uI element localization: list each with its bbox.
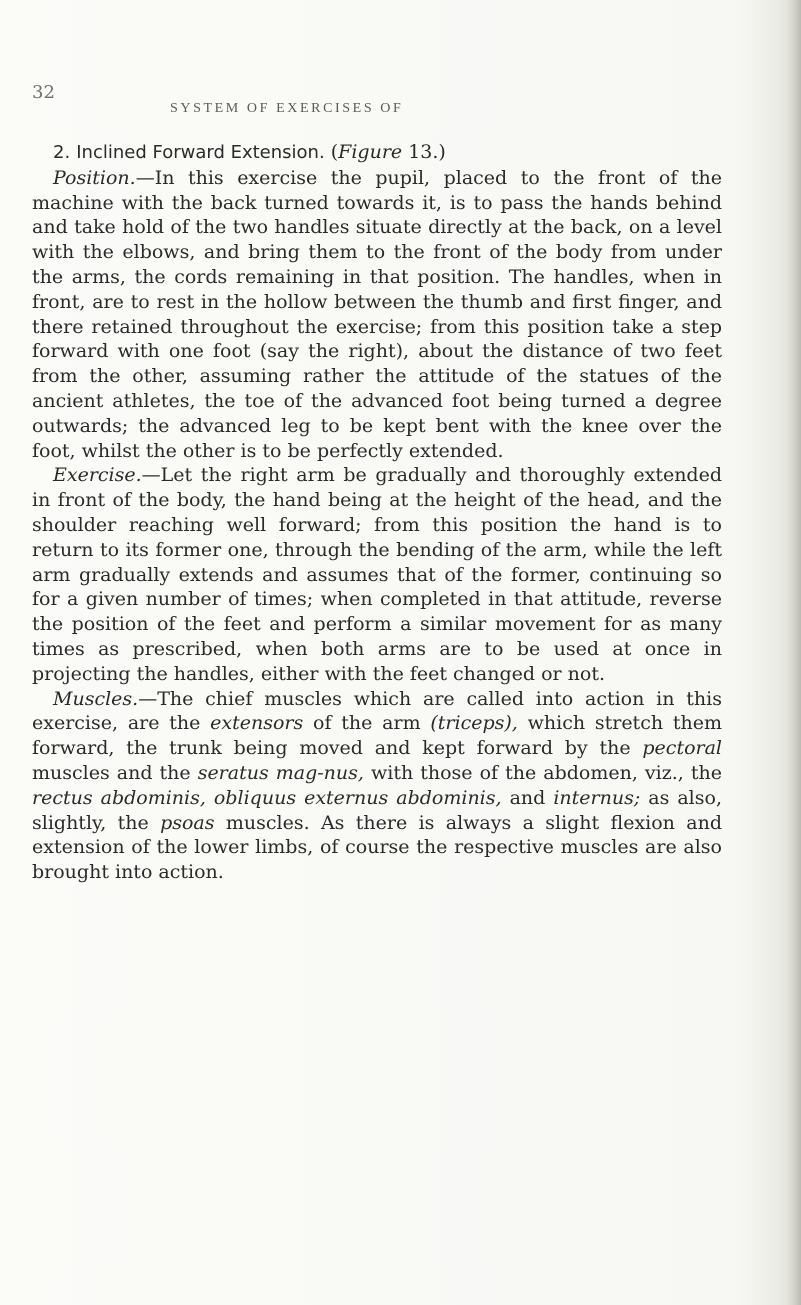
figure-ref-number: 13.) [402, 141, 446, 163]
term-pectoral: pectoral [642, 737, 722, 760]
muscles-text-3: which stretch them forward, the trunk being moved and kept forward by the [32, 712, 722, 760]
term-seratus-magnus: seratus mag-nus, [197, 761, 364, 784]
exercise-lead: Exercise. [53, 464, 142, 487]
page-edge-shadow [787, 0, 801, 1305]
term-internus: internus; [553, 786, 641, 809]
position-lead: Position. [53, 166, 136, 189]
muscles-paragraph [32, 687, 722, 885]
muscles-text-1: —The chief muscles which are called into action in this exercise, are the [32, 687, 722, 735]
body-text [32, 140, 722, 885]
muscles-text-8: muscles. As there is always a slight flexion and extension of the lower limbs, of course the respective muscles are also brought into action. [32, 811, 722, 884]
position-text: —In this exercise the pupil, placed to the front of the machine with the back turned towards it, is to pass the hands behind and take hold of the two handles situate directly at the back, on a level with the elbows, and bring them to the front of the body from under the arms, the cords remaining in that position. The handles, when in front, are to rest in the hollow between the thumb and first finger, and there retained throughout the exercise; from this position take a step forward with one foot (say the right), about the distance of two feet from the other, assuming rather the attitude of the statues of the ancient athletes, the toe of the advanced foot being turned a degree outwards; the advanced leg to be kept bent with the knee over the foot, whilst the other is to be perfectly extended. [32, 166, 722, 462]
muscles-text-4: muscles and the [32, 761, 198, 784]
term-rectus-obliquus: rectus abdominis, obliquus externus abdominis, [32, 786, 502, 809]
running-head: SYSTEM OF EXERCISES OF [170, 101, 404, 116]
term-triceps: (triceps), [430, 712, 518, 735]
section-heading-paragraph [32, 140, 722, 166]
muscles-text-5: with those of the abdomen, viz., the [363, 761, 722, 784]
figure-ref-label: Figure [338, 141, 403, 163]
muscles-text-6: and [501, 786, 554, 809]
muscles-text-7: as also, slightly, the [32, 786, 722, 834]
muscles-lead: Muscles. [53, 687, 139, 710]
figure-ref-open: ( [330, 141, 339, 163]
section-number: 2. [53, 142, 71, 163]
term-extensors: extensors [210, 712, 304, 735]
position-paragraph [32, 166, 722, 464]
muscles-text-2: of the arm [303, 712, 431, 735]
term-psoas: psoas [160, 811, 215, 834]
exercise-text: —Let the right arm be gradually and thoroughly extended in front of the body, the hand being at the height of the head, and the shoulder reaching well forward; from this position the hand is to return to its former one, through the bending of the arm, while the left arm gradually extends and assumes that of the former, continuing so for a given number of times; when completed in that attitude, reverse the position of the feet and perform a similar movement for as many times as prescribed, when both arms are to be used at once in projecting the handles, either with the feet changed or not. [32, 464, 722, 685]
section-title: Inclined Forward Extension. [76, 142, 325, 163]
page-number: 32 [32, 82, 55, 103]
exercise-paragraph [32, 463, 722, 686]
